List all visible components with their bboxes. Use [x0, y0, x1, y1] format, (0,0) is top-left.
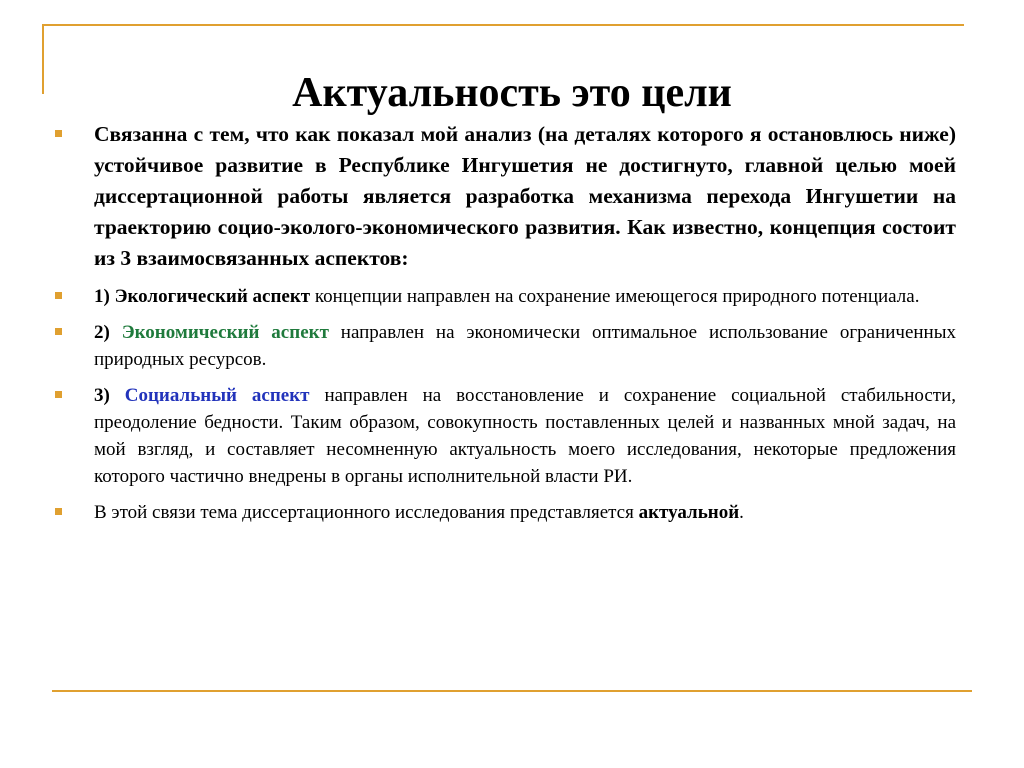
- aspect-name: Экономический аспект: [121, 322, 329, 343]
- aspect-number: 2): [94, 322, 110, 343]
- square-bullet-icon: [55, 508, 62, 515]
- aspect-number: 3): [94, 385, 110, 406]
- slide-title: Актуальность это цели: [292, 70, 732, 117]
- bullet-text: направлен на экономически оптимальное использование ограниченных природных ресурсов.: [94, 322, 956, 370]
- bullet-item-ecological: [52, 283, 956, 310]
- bullet-list: [52, 119, 956, 535]
- square-bullet-icon: [55, 328, 62, 335]
- square-bullet-icon: [55, 391, 62, 398]
- top-border-line: [42, 24, 964, 26]
- bullet-text: Связанна с тем, что как показал мой анализ (на деталях которого я остановлюсь ниже) устойчивое развитие в Республике Ингушетия не достигнуто, главной целью моей диссертационной работы является разработка механизма перехода Ингушетии на траекторию социо-эколого-экономического развития. Как известно, концепция состоит из 3 взаимосвязанных аспектов:: [94, 122, 956, 270]
- square-bullet-icon: [55, 292, 62, 299]
- aspect-name: Социальный аспект: [124, 385, 310, 406]
- bottom-border-line: [52, 690, 972, 692]
- bullet-item-economic: [52, 319, 956, 373]
- emphasis-text: актуальной: [638, 502, 740, 523]
- bullet-text: В этой связи тема диссертационного исследования представляется: [94, 502, 639, 523]
- bullet-text: концепции направлен на сохранение имеющегося природного потенциала.: [310, 286, 920, 307]
- bullet-item-social: [52, 382, 956, 490]
- square-bullet-icon: [55, 130, 62, 137]
- bullet-text: направлен на восстановление и сохранение социальной стабильности, преодоление бедности. Таким образом, совокупность поставленных целей и названных мной задач, на мой взгляд, и составляет несомненную актуальность моего исследования, некоторые предложения которого частично внедрены в органы исполнительной власти РИ.: [94, 385, 957, 487]
- aspect-name: Экологический аспект: [114, 286, 311, 307]
- bullet-item-conclusion: [52, 499, 956, 526]
- bullet-item-goal: [52, 119, 956, 274]
- aspect-number: 1): [94, 286, 110, 307]
- bullet-end: .: [739, 502, 744, 523]
